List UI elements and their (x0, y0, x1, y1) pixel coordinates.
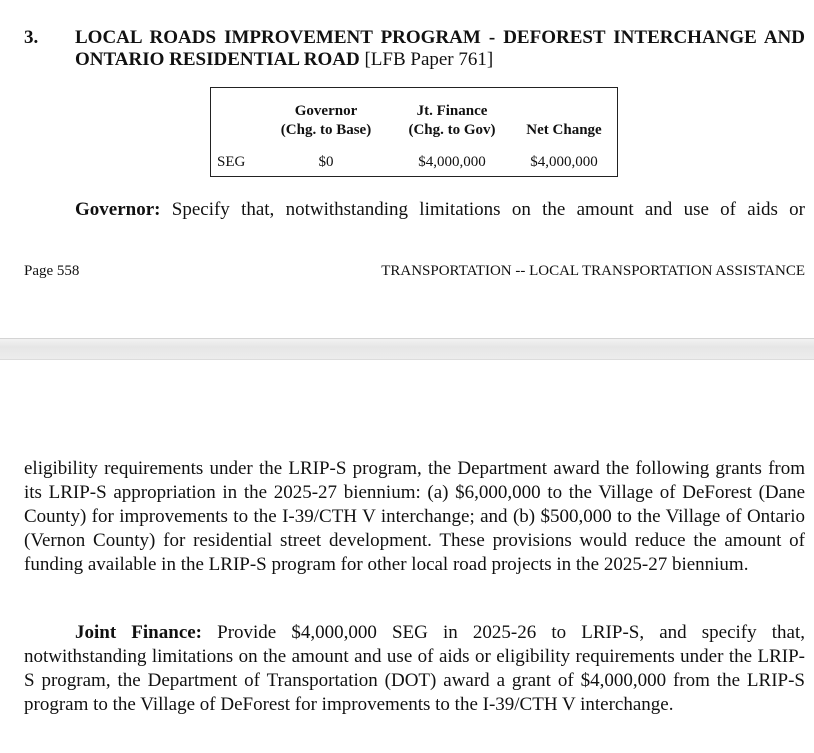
item-title-text: LOCAL ROADS IMPROVEMENT PROGRAM - DEFOREST INTERCHANGE AND ONTARIO RESIDENTIAL ROAD (75, 27, 805, 70)
col-header-net-change: Net Change (526, 122, 602, 138)
item-title-reference: [LFB Paper 761] (364, 49, 494, 70)
joint-finance-paragraph (24, 621, 805, 717)
funding-table (210, 87, 618, 177)
row-label-seg: SEG (217, 154, 246, 170)
page-separator (0, 338, 814, 360)
joint-finance-text: Provide $4,000,000 SEG in 2025-26 to LRIP-S, and specify that, notwithstanding limitations on the amount and use of aids or eligibility requirements under the LRIP-S program, the Department of Transportation (DOT) award a grant of $4,000,000 from the LRIP-S program to the Village of DeForest for improvements to the I-39/CTH V interchange. (24, 622, 805, 715)
item-number: 3. (24, 27, 39, 48)
cell-net-change-value: $4,000,000 (530, 154, 598, 170)
cell-jt-finance-value: $4,000,000 (418, 154, 486, 170)
continued-paragraph: eligibility requirements under the LRIP-S program, the Department award the following grants from its LRIP-S appropriation in the 2025-27 biennium: (a) $6,000,000 to the Village of DeForest (Dane County) for improvements to the I-39/CTH V interchange; and (b) $500,000 to the Village of Ontario (Vernon County) for residential street development. These provisions would reduce the amount of funding available in the LRIP-S program for other local road projects in the 2025-27 biennium. (24, 458, 805, 575)
governor-paragraph (24, 198, 805, 222)
col-header-jt-finance: Jt. Finance (416, 103, 488, 119)
page-number: Page 558 (24, 263, 80, 279)
governor-lead: Governor: (75, 199, 161, 220)
col-header-governor: Governor (294, 103, 358, 119)
section-title: TRANSPORTATION -- LOCAL TRANSPORTATION ASSISTANCE (381, 263, 805, 279)
col-subheader-governor: (Chg. to Base) (280, 122, 372, 138)
joint-finance-lead: Joint Finance: (75, 622, 203, 643)
governor-text: Specify that, notwithstanding limitations on the amount and use of aids or (160, 199, 805, 220)
cell-governor-value: $0 (318, 154, 334, 170)
col-subheader-jt-finance: (Chg. to Gov) (408, 122, 496, 138)
item-title (75, 27, 805, 71)
